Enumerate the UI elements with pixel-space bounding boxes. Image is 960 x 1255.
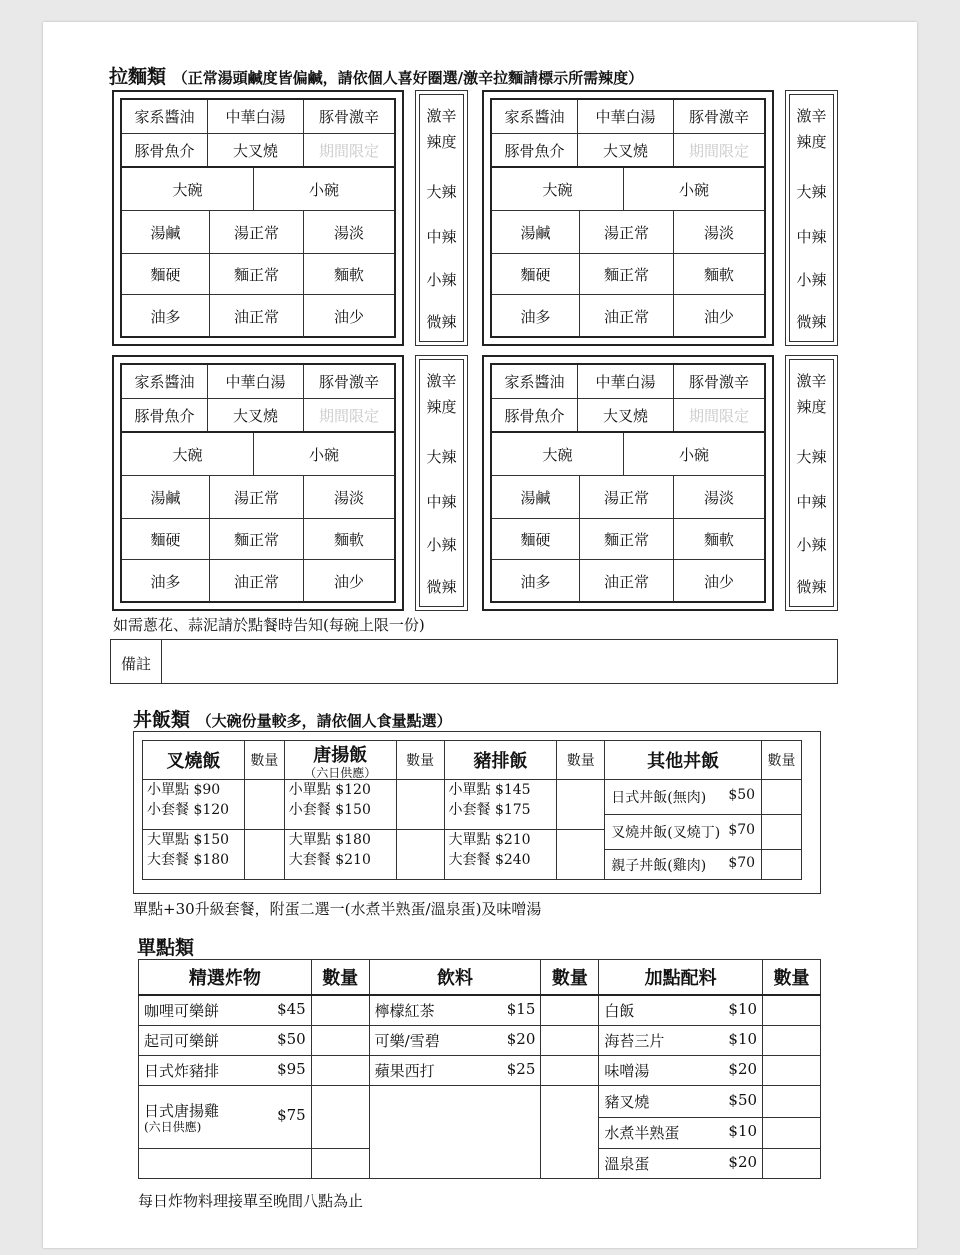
spice-level-option[interactable]: 中辣 bbox=[426, 493, 457, 511]
spice-level-option[interactable]: 小辣 bbox=[796, 271, 827, 289]
flavor-row bbox=[122, 399, 394, 433]
ramen-section-title bbox=[109, 62, 643, 89]
spice-level-column bbox=[415, 90, 468, 346]
preference-option[interactable]: 湯正常 bbox=[210, 211, 304, 253]
preference-option[interactable]: 油正常 bbox=[210, 560, 304, 602]
remark-box[interactable] bbox=[110, 639, 838, 684]
size-option-large[interactable]: 大碗 bbox=[122, 433, 254, 475]
qty-cell[interactable] bbox=[557, 830, 605, 880]
drinks-header: 飲料 bbox=[369, 960, 541, 996]
preference-option[interactable]: 麵軟 bbox=[333, 530, 364, 549]
rice-section-title bbox=[133, 705, 452, 732]
qty-cell[interactable] bbox=[541, 995, 599, 1026]
spice-level-option[interactable]: 大辣 bbox=[796, 448, 827, 466]
preference-row bbox=[122, 254, 394, 295]
rice-table-frame bbox=[133, 731, 821, 894]
alacarte-footnote: 每日炸物料理接單至晚間八點為止 bbox=[138, 1192, 364, 1210]
spice-level-option[interactable]: 大辣 bbox=[426, 448, 457, 466]
flavor-option[interactable]: 期間限定 bbox=[318, 141, 379, 160]
preference-option[interactable]: 湯鹹 bbox=[122, 211, 210, 253]
qty-cell[interactable] bbox=[541, 1026, 599, 1056]
qty-cell[interactable] bbox=[311, 1056, 369, 1086]
alacarte-title: 單點類 bbox=[137, 937, 195, 959]
rice-note: （大碗份量較多，請依個人食量點選） bbox=[196, 712, 452, 730]
flavor-option[interactable]: 大叉燒 bbox=[578, 134, 674, 166]
preference-option[interactable]: 麵正常 bbox=[210, 519, 304, 559]
rice-col-header: 豬排飯 bbox=[444, 741, 557, 780]
size-row bbox=[492, 168, 764, 211]
ramen-order-grid bbox=[490, 98, 766, 338]
flavor-option[interactable]: 期間限定 bbox=[318, 406, 379, 425]
size-option-large[interactable]: 大碗 bbox=[492, 168, 624, 210]
qty-header: 數量 bbox=[557, 741, 605, 780]
rice-price-cell: 大單點 $180 大套餐 $210 bbox=[284, 830, 396, 880]
flavor-row bbox=[492, 134, 764, 168]
qty-cell[interactable] bbox=[311, 995, 369, 1026]
rice-footnote: 單點+30升級套餐，附蛋二選一(水煮半熟蛋/溫泉蛋)及味噌湯 bbox=[133, 900, 542, 918]
preference-option[interactable]: 麵硬 bbox=[492, 519, 580, 559]
qty-cell[interactable] bbox=[557, 780, 605, 830]
preference-option[interactable]: 油正常 bbox=[580, 295, 674, 337]
qty-cell[interactable] bbox=[396, 780, 444, 830]
size-option-small[interactable]: 小碗 bbox=[308, 180, 339, 199]
remark-divider bbox=[161, 640, 162, 683]
rice-price-cell: 小單點 $145 小套餐 $175 bbox=[444, 780, 557, 830]
rice-price-cell: 小單點 $90 小套餐 $120 bbox=[143, 780, 245, 830]
preference-option[interactable]: 麵硬 bbox=[122, 254, 210, 294]
qty-header: 數量 bbox=[762, 741, 802, 780]
spice-level-option[interactable]: 小辣 bbox=[426, 271, 457, 289]
preference-row bbox=[122, 211, 394, 254]
spice-level-option[interactable]: 大辣 bbox=[426, 183, 457, 201]
preference-option[interactable]: 湯淡 bbox=[703, 488, 734, 507]
spice-level-option[interactable]: 微辣 bbox=[426, 578, 457, 596]
rice-price-cell: 小單點 $120 小套餐 $150 bbox=[284, 780, 396, 830]
spice-level-option[interactable]: 微辣 bbox=[796, 313, 827, 331]
size-row bbox=[122, 168, 394, 211]
preference-option[interactable]: 湯正常 bbox=[580, 211, 674, 253]
preference-option[interactable]: 油正常 bbox=[580, 560, 674, 602]
flavor-row bbox=[122, 100, 394, 134]
qty-cell[interactable] bbox=[763, 995, 821, 1026]
spice-level-option[interactable]: 微辣 bbox=[426, 313, 457, 331]
spice-level-column bbox=[785, 90, 838, 346]
ramen-order-grid bbox=[120, 98, 396, 338]
flavor-option[interactable]: 大叉燒 bbox=[208, 399, 304, 431]
flavor-option[interactable]: 中華白湯 bbox=[208, 365, 304, 398]
spice-level-column bbox=[785, 355, 838, 611]
flavor-option[interactable]: 家系醬油 bbox=[492, 100, 578, 133]
flavor-row bbox=[492, 399, 764, 433]
preference-option[interactable]: 麵軟 bbox=[703, 265, 734, 284]
qty-header: 數量 bbox=[763, 960, 821, 996]
ramen-order-block bbox=[482, 90, 774, 346]
rice-col-header: 叉燒飯 bbox=[143, 741, 245, 780]
spice-level-option[interactable]: 中辣 bbox=[426, 228, 457, 246]
rice-table bbox=[142, 740, 802, 880]
flavor-option[interactable]: 家系醬油 bbox=[122, 365, 208, 398]
flavor-row bbox=[492, 100, 764, 134]
qty-cell[interactable] bbox=[541, 1056, 599, 1086]
preference-option[interactable]: 湯淡 bbox=[333, 223, 364, 242]
ramen-order-grid bbox=[120, 363, 396, 603]
remark-label: 備註 bbox=[121, 655, 152, 673]
flavor-row bbox=[122, 134, 394, 168]
preference-option[interactable]: 湯正常 bbox=[580, 476, 674, 518]
drink-item: 蘋果西打 $25 bbox=[369, 1056, 541, 1086]
preference-option[interactable]: 湯鹹 bbox=[122, 476, 210, 518]
extra-item: 水煮半熟蛋 $10 bbox=[599, 1117, 763, 1149]
preference-option[interactable]: 油多 bbox=[492, 295, 580, 337]
extra-item: 豬叉燒 $50 bbox=[599, 1086, 763, 1118]
preference-option[interactable]: 湯淡 bbox=[703, 223, 734, 242]
spice-level-option[interactable]: 微辣 bbox=[796, 578, 827, 596]
flavor-option[interactable]: 大叉燒 bbox=[578, 399, 674, 431]
preference-option[interactable]: 麵硬 bbox=[492, 254, 580, 294]
preference-row bbox=[492, 519, 764, 560]
flavor-option[interactable]: 豚骨激辛 bbox=[318, 108, 379, 126]
flavor-option[interactable]: 豚骨激辛 bbox=[688, 373, 749, 391]
preference-row bbox=[492, 560, 764, 602]
preference-option[interactable]: 湯鹹 bbox=[492, 476, 580, 518]
preference-option[interactable]: 麵軟 bbox=[703, 530, 734, 549]
preference-option[interactable]: 油少 bbox=[333, 572, 364, 591]
drink-item: 檸檬紅茶 $15 bbox=[369, 995, 541, 1026]
preference-option[interactable]: 油少 bbox=[703, 307, 734, 326]
extra-item: 味噌湯 $20 bbox=[599, 1056, 763, 1086]
spice-level-option[interactable]: 小辣 bbox=[426, 536, 457, 554]
preference-option[interactable]: 油正常 bbox=[210, 295, 304, 337]
qty-cell[interactable] bbox=[763, 1086, 821, 1118]
rice-title: 丼飯類 bbox=[133, 709, 191, 731]
qty-cell[interactable] bbox=[763, 1149, 821, 1179]
preference-row bbox=[492, 211, 764, 254]
qty-cell[interactable] bbox=[762, 815, 802, 850]
ramen-order-block bbox=[112, 355, 404, 611]
preference-row bbox=[492, 476, 764, 519]
rice-price-cell: 大單點 $150 大套餐 $180 bbox=[143, 830, 245, 880]
other-rice-item: 日式丼飯(無肉) $50 bbox=[605, 780, 762, 815]
preference-row bbox=[492, 295, 764, 337]
preference-option[interactable]: 油多 bbox=[492, 560, 580, 602]
spice-level-column bbox=[415, 355, 468, 611]
preference-row bbox=[122, 295, 394, 337]
flavor-option[interactable]: 豚骨魚介 bbox=[122, 134, 208, 166]
qty-cell[interactable] bbox=[762, 850, 802, 880]
drink-item: 可樂/雪碧 $20 bbox=[369, 1026, 541, 1056]
extra-item: 白飯 $10 bbox=[599, 995, 763, 1026]
size-row bbox=[492, 433, 764, 476]
size-option-small[interactable]: 小碗 bbox=[678, 445, 709, 464]
preference-row bbox=[122, 560, 394, 602]
spice-level-option[interactable]: 小辣 bbox=[796, 536, 827, 554]
qty-header: 數量 bbox=[244, 741, 284, 780]
qty-cell[interactable] bbox=[244, 830, 284, 880]
fried-header: 精選炸物 bbox=[139, 960, 312, 996]
flavor-option[interactable]: 中華白湯 bbox=[578, 365, 674, 398]
flavor-option[interactable]: 期間限定 bbox=[688, 141, 749, 160]
qty-cell[interactable] bbox=[763, 1056, 821, 1086]
fried-item: 咖哩可樂餅 $45 bbox=[139, 995, 312, 1026]
preference-option[interactable]: 油多 bbox=[122, 295, 210, 337]
ramen-order-block bbox=[112, 90, 404, 346]
rice-col-header: 其他丼飯 bbox=[605, 741, 762, 780]
preference-option[interactable]: 麵正常 bbox=[580, 254, 674, 294]
preference-option[interactable]: 油少 bbox=[703, 572, 734, 591]
fried-empty-cell bbox=[139, 1149, 312, 1179]
qty-cell[interactable] bbox=[311, 1086, 369, 1149]
size-option-small[interactable]: 小碗 bbox=[308, 445, 339, 464]
ramen-order-block bbox=[482, 355, 774, 611]
extra-item: 溫泉蛋 $20 bbox=[599, 1149, 763, 1179]
qty-cell[interactable] bbox=[762, 780, 802, 815]
qty-cell[interactable] bbox=[311, 1149, 369, 1179]
flavor-option[interactable]: 豚骨激辛 bbox=[688, 108, 749, 126]
spice-level-option[interactable]: 大辣 bbox=[796, 183, 827, 201]
preference-option[interactable]: 湯淡 bbox=[333, 488, 364, 507]
spice-header: 激辛 辣度 bbox=[796, 107, 827, 151]
rice-price-cell: 大單點 $210 大套餐 $240 bbox=[444, 830, 557, 880]
qty-cell[interactable] bbox=[311, 1026, 369, 1056]
preference-row bbox=[492, 254, 764, 295]
qty-cell[interactable] bbox=[763, 1026, 821, 1056]
ramen-title: 拉麵類 bbox=[109, 66, 167, 88]
spice-header: 激辛 辣度 bbox=[426, 107, 457, 151]
preference-option[interactable]: 麵軟 bbox=[333, 265, 364, 284]
other-rice-item: 叉燒丼飯(叉燒丁) $70 bbox=[605, 815, 762, 850]
size-option-large[interactable]: 大碗 bbox=[492, 433, 624, 475]
flavor-option[interactable]: 大叉燒 bbox=[208, 134, 304, 166]
flavor-option[interactable]: 期間限定 bbox=[688, 406, 749, 425]
alacarte-table bbox=[138, 959, 821, 1179]
preference-option[interactable]: 湯正常 bbox=[210, 476, 304, 518]
flavor-option[interactable]: 豚骨魚介 bbox=[122, 399, 208, 431]
qty-header: 數量 bbox=[311, 960, 369, 996]
size-option-small[interactable]: 小碗 bbox=[678, 180, 709, 199]
size-option-large[interactable]: 大碗 bbox=[122, 168, 254, 210]
qty-cell[interactable] bbox=[396, 830, 444, 880]
flavor-option[interactable]: 豚骨魚介 bbox=[492, 399, 578, 431]
spice-header: 激辛 辣度 bbox=[796, 372, 827, 416]
fried-item: $75 日式唐揚雞 (六日供應) bbox=[139, 1086, 312, 1149]
fried-item: 起司可樂餅 $50 bbox=[139, 1026, 312, 1056]
qty-header: 數量 bbox=[541, 960, 599, 996]
qty-header: 數量 bbox=[396, 741, 444, 780]
flavor-option[interactable]: 家系醬油 bbox=[492, 365, 578, 398]
flavor-option[interactable]: 中華白湯 bbox=[578, 100, 674, 133]
preference-option[interactable]: 油多 bbox=[122, 560, 210, 602]
drink-empty-cell bbox=[369, 1086, 541, 1179]
qty-cell[interactable] bbox=[763, 1117, 821, 1149]
ramen-note: （正常湯頭鹹度皆偏鹹，請依個人喜好圈選/激辛拉麵請標示所需辣度） bbox=[172, 69, 644, 87]
preference-option[interactable]: 麵正常 bbox=[210, 254, 304, 294]
ramen-footnote: 如需蔥花、蒜泥請於點餐時告知(每碗上限一份) bbox=[113, 616, 425, 634]
preference-row bbox=[122, 476, 394, 519]
qty-cell[interactable] bbox=[541, 1086, 599, 1179]
ramen-order-grid bbox=[490, 363, 766, 603]
preference-option[interactable]: 湯鹹 bbox=[492, 211, 580, 253]
flavor-row bbox=[122, 365, 394, 399]
preference-row bbox=[122, 519, 394, 560]
size-row bbox=[122, 433, 394, 476]
preference-option[interactable]: 油少 bbox=[333, 307, 364, 326]
other-rice-item: 親子丼飯(雞肉) $70 bbox=[605, 850, 762, 880]
qty-cell[interactable] bbox=[244, 780, 284, 830]
preference-option[interactable]: 麵正常 bbox=[580, 519, 674, 559]
flavor-option[interactable]: 豚骨魚介 bbox=[492, 134, 578, 166]
preference-option[interactable]: 麵硬 bbox=[122, 519, 210, 559]
fried-item: 日式炸豬排 $95 bbox=[139, 1056, 312, 1086]
extra-item: 海苔三片 $10 bbox=[599, 1026, 763, 1056]
rice-col-header: 唐揚飯 （六日供應） bbox=[284, 741, 396, 780]
extras-header: 加點配料 bbox=[599, 960, 763, 996]
spice-level-option[interactable]: 中辣 bbox=[796, 228, 827, 246]
flavor-option[interactable]: 家系醬油 bbox=[122, 100, 208, 133]
flavor-row bbox=[492, 365, 764, 399]
spice-level-option[interactable]: 中辣 bbox=[796, 493, 827, 511]
flavor-option[interactable]: 中華白湯 bbox=[208, 100, 304, 133]
spice-header: 激辛 辣度 bbox=[426, 372, 457, 416]
flavor-option[interactable]: 豚骨激辛 bbox=[318, 373, 379, 391]
